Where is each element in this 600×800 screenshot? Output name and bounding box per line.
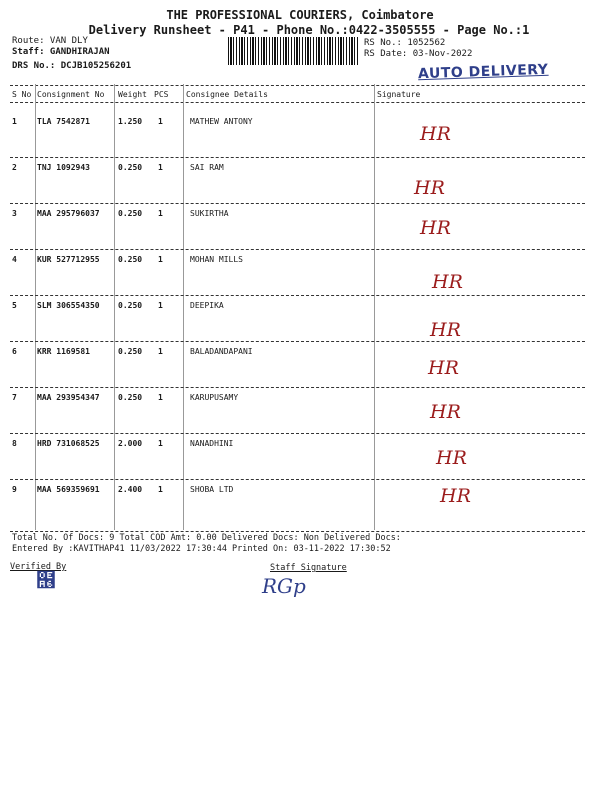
header-bottom-rule bbox=[10, 102, 585, 103]
consignment-number: KUR 527712955 bbox=[37, 255, 100, 264]
consignment-number: HRD 731068525 bbox=[37, 439, 100, 448]
pieces: 1 bbox=[158, 301, 163, 310]
weight: 2.000 bbox=[118, 439, 143, 448]
column-header: Weight bbox=[118, 90, 147, 99]
entered-by-line: Entered By :KAVITHAP41 11/03/2022 17:30:44 Printed On: 03-11-2022 17:30:52 bbox=[12, 544, 391, 554]
consignment-number: KRR 1169581 bbox=[37, 347, 90, 356]
weight: 1.250 bbox=[118, 117, 143, 126]
row-divider bbox=[10, 203, 585, 204]
pieces: 1 bbox=[158, 163, 163, 172]
column-header: Signature bbox=[377, 90, 421, 99]
serial-number: 6 bbox=[12, 347, 17, 356]
weight: 0.250 bbox=[118, 163, 143, 172]
serial-number: 8 bbox=[12, 439, 17, 448]
consignment-number: SLM 306554350 bbox=[37, 301, 100, 310]
pieces: 1 bbox=[158, 393, 163, 402]
row-divider bbox=[10, 157, 585, 158]
rs-number: RS No.: 1052562 bbox=[364, 38, 446, 48]
receiver-signature: HR bbox=[436, 447, 467, 469]
verified-signature-mark: ຦ bbox=[36, 568, 56, 592]
drs-number: DRS No.: DCJB105256201 bbox=[12, 61, 132, 71]
consignment-number: MAA 295796037 bbox=[37, 209, 100, 218]
consignment-number: TNJ 1092943 bbox=[37, 163, 90, 172]
consignee-name: MOHAN MILLS bbox=[190, 255, 243, 264]
serial-number: 3 bbox=[12, 209, 17, 218]
serial-number: 7 bbox=[12, 393, 17, 402]
row-divider bbox=[10, 433, 585, 434]
serial-number: 4 bbox=[12, 255, 17, 264]
verified-by-label: Verified By bbox=[10, 562, 67, 572]
serial-number: 2 bbox=[12, 163, 17, 172]
staff-signature: RGp bbox=[262, 574, 306, 598]
consignee-name: KARUPUSAMY bbox=[190, 393, 239, 402]
receiver-signature: HR bbox=[432, 271, 463, 293]
pieces: 1 bbox=[158, 347, 163, 356]
col-divider bbox=[35, 84, 36, 530]
route: Route: VAN DLY bbox=[12, 36, 88, 46]
consignee-name: MATHEW ANTONY bbox=[190, 117, 253, 126]
row-divider bbox=[10, 341, 585, 342]
consignment-number: TLA 7542871 bbox=[37, 117, 90, 126]
consignment-number: MAA 569359691 bbox=[37, 485, 100, 494]
auto-delivery-stamp: AUTO DELIVERY bbox=[417, 61, 549, 83]
serial-number: 5 bbox=[12, 301, 17, 310]
runsheet-title: Delivery Runsheet - P41 - Phone No.:0422-3505555 - Page No.:1 bbox=[88, 23, 530, 37]
consignee-name: SUKIRTHA bbox=[190, 209, 229, 218]
receiver-signature: HR bbox=[428, 357, 459, 379]
serial-number: 1 bbox=[12, 117, 17, 126]
row-divider bbox=[10, 479, 585, 480]
pieces: 1 bbox=[158, 255, 163, 264]
staff-signature-label: Staff Signature bbox=[270, 563, 347, 573]
consignee-name: SHOBA LTD bbox=[190, 485, 234, 494]
column-header: Consignee Details bbox=[186, 90, 268, 99]
column-header: S No bbox=[12, 90, 32, 99]
table-top-rule bbox=[10, 85, 585, 86]
column-header: Consignment No bbox=[37, 90, 105, 99]
consignee-name: BALADANDAPANI bbox=[190, 347, 253, 356]
pieces: 1 bbox=[158, 485, 163, 494]
pieces: 1 bbox=[158, 117, 163, 126]
staff: Staff: GANDHIRAJAN bbox=[12, 47, 110, 57]
receiver-signature: HR bbox=[440, 485, 471, 507]
row-divider bbox=[10, 387, 585, 388]
table-bottom-rule bbox=[10, 531, 585, 532]
weight: 0.250 bbox=[118, 393, 143, 402]
receiver-signature: HR bbox=[420, 123, 451, 145]
rs-date: RS Date: 03-Nov-2022 bbox=[364, 49, 473, 59]
weight: 0.250 bbox=[118, 209, 143, 218]
receiver-signature: HR bbox=[414, 177, 445, 199]
weight: 0.250 bbox=[118, 347, 143, 356]
company-title: THE PROFESSIONAL COURIERS, Coimbatore bbox=[166, 8, 434, 22]
row-divider bbox=[10, 249, 585, 250]
receiver-signature: HR bbox=[420, 217, 451, 239]
totals-line: Total No. Of Docs: 9 Total COD Amt: 0.00 Delivered Docs: Non Delivered Docs: bbox=[12, 533, 401, 543]
serial-number: 9 bbox=[12, 485, 17, 494]
col-divider bbox=[183, 84, 184, 530]
col-divider bbox=[114, 84, 115, 530]
col-divider bbox=[374, 84, 375, 530]
consignee-name: DEEPIKA bbox=[190, 301, 224, 310]
column-header: PCS bbox=[154, 90, 169, 99]
receiver-signature: HR bbox=[430, 401, 461, 423]
weight: 2.400 bbox=[118, 485, 143, 494]
consignment-number: MAA 293954347 bbox=[37, 393, 100, 402]
weight: 0.250 bbox=[118, 255, 143, 264]
consignee-name: NANADHINI bbox=[190, 439, 234, 448]
pieces: 1 bbox=[158, 439, 163, 448]
consignee-name: SAI RAM bbox=[190, 163, 224, 172]
row-divider bbox=[10, 295, 585, 296]
weight: 0.250 bbox=[118, 301, 143, 310]
barcode bbox=[228, 37, 358, 65]
receiver-signature: HR bbox=[430, 319, 461, 341]
pieces: 1 bbox=[158, 209, 163, 218]
